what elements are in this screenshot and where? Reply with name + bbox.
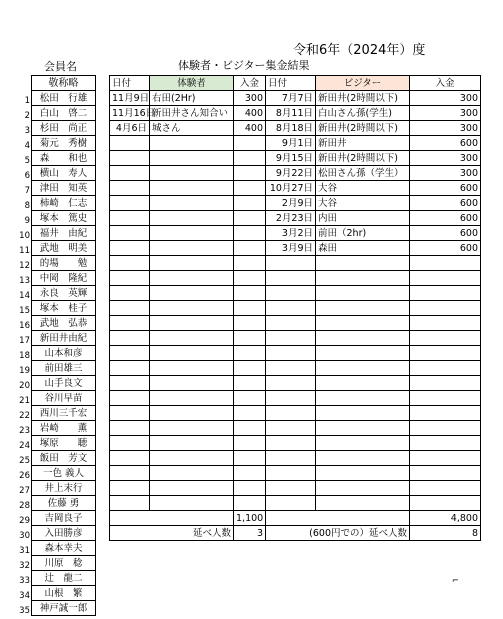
- cell-vn: [150, 481, 234, 496]
- cell-bd: [266, 331, 316, 346]
- cell-bd: 3月2日: [266, 226, 316, 241]
- cell-bn: 白山さん孫(学生): [316, 106, 410, 121]
- cell-vn: [150, 151, 234, 166]
- cell-vd: [110, 241, 150, 256]
- table-row: [110, 256, 481, 271]
- cell-vd: [110, 166, 150, 181]
- cell-vn: [150, 211, 234, 226]
- visitor-count-label: (600円での）延べ人数: [266, 526, 410, 541]
- cell-vn: [150, 256, 234, 271]
- visitor-count: 8: [410, 526, 481, 541]
- row-number: 1: [24, 96, 30, 106]
- cell-vd: [110, 406, 150, 421]
- visitor-date-header: 日付: [266, 76, 316, 91]
- cell-ba: 600: [410, 241, 481, 256]
- cell-ba: [410, 496, 481, 511]
- member-name: 福井 由紀: [32, 226, 96, 241]
- row-number: 27: [19, 486, 30, 496]
- cell-ba: 300: [410, 166, 481, 181]
- cell-vn: [150, 421, 234, 436]
- table-row: [110, 91, 481, 106]
- table-row: [110, 376, 481, 391]
- cell-ba: [410, 346, 481, 361]
- cell-bd: [266, 376, 316, 391]
- cell-vn: [150, 361, 234, 376]
- cell-vd: [110, 181, 150, 196]
- cell-vd: [110, 136, 150, 151]
- cell-bn: 新田井(2時間以下): [316, 121, 410, 136]
- honorific-header: 敬称略: [32, 76, 96, 91]
- row-number: 26: [19, 471, 30, 481]
- cell-bd: [266, 346, 316, 361]
- cell-bn: [316, 496, 410, 511]
- cell-bn: [316, 481, 410, 496]
- cell-ba: 300: [410, 151, 481, 166]
- table-row: [110, 271, 481, 286]
- member-name: 菊元 秀樹: [32, 136, 96, 151]
- cell-ba: 600: [410, 226, 481, 241]
- cell-ba: [410, 361, 481, 376]
- member-name: 飯田 芳文: [32, 451, 96, 466]
- date-header: 日付: [110, 76, 150, 91]
- member-name: 武地 弘恭: [32, 316, 96, 331]
- cell-vn: [150, 451, 234, 466]
- cell-ba: 300: [410, 121, 481, 136]
- table-row: [110, 421, 481, 436]
- visit-count-label: 延べ人数: [110, 526, 234, 541]
- member-name: 谷川早苗: [32, 391, 96, 406]
- row-number: 22: [19, 411, 30, 421]
- row-number: 4: [24, 141, 30, 151]
- cell-bd: 8月18日: [266, 121, 316, 136]
- cell-vd: 11月16日: [110, 106, 150, 121]
- cell-vn: [150, 226, 234, 241]
- table-row: [110, 106, 481, 121]
- table-row: [110, 301, 481, 316]
- cell-vn: [150, 136, 234, 151]
- cell-ba: 600: [410, 211, 481, 226]
- cell-ba: [410, 451, 481, 466]
- row-number: 23: [19, 426, 30, 436]
- member-name: 中岡 隆紀: [32, 271, 96, 286]
- table-row: [110, 211, 481, 226]
- cell-bd: 2月23日: [266, 211, 316, 226]
- member-name: 一色 義人: [32, 466, 96, 481]
- row-number: 14: [19, 291, 30, 301]
- cell-bd: [266, 391, 316, 406]
- member-name: 横山 寿人: [32, 166, 96, 181]
- table-row: [110, 286, 481, 301]
- cell-vn: [150, 316, 234, 331]
- visit-total: 1,100: [234, 511, 266, 526]
- cell-va: [234, 166, 266, 181]
- cell-vn: 右田(2Hr): [150, 91, 234, 106]
- visitor-total: 4,800: [410, 511, 481, 526]
- cell-bn: 松田さん孫（学生）: [316, 166, 410, 181]
- cell-va: 400: [234, 121, 266, 136]
- cell-vn: [150, 286, 234, 301]
- table-row: [110, 226, 481, 241]
- cell-vn: 新田井さん知合い: [150, 106, 234, 121]
- cell-vn: [150, 181, 234, 196]
- cell-vd: [110, 496, 150, 511]
- row-number: 7: [24, 186, 30, 196]
- cell-vd: 4月6日: [110, 121, 150, 136]
- cell-bn: [316, 286, 410, 301]
- row-number: 33: [19, 576, 30, 586]
- row-number: 21: [19, 396, 30, 406]
- cell-bn: 大谷: [316, 196, 410, 211]
- table-row: [110, 121, 481, 136]
- cell-bn: [316, 421, 410, 436]
- cell-vd: [110, 466, 150, 481]
- row-number: 28: [19, 501, 30, 511]
- member-label: 会員名: [44, 60, 77, 73]
- member-name: 森本幸夫: [32, 541, 96, 556]
- cell-va: [234, 271, 266, 286]
- member-name: 塚本 篤史: [32, 211, 96, 226]
- cell-vn: [150, 166, 234, 181]
- cell-va: [234, 241, 266, 256]
- table-row: [110, 331, 481, 346]
- member-name: 塚本 桂子: [32, 301, 96, 316]
- cell-va: [234, 481, 266, 496]
- row-number: 29: [19, 516, 30, 526]
- cell-va: [234, 301, 266, 316]
- table-row: [110, 346, 481, 361]
- report-title: 体験者・ビジター集金結果: [178, 59, 310, 72]
- member-name: 川原 稔: [32, 556, 96, 571]
- cell-va: [234, 181, 266, 196]
- cell-vn: [150, 391, 234, 406]
- cell-vd: [110, 376, 150, 391]
- member-name: 山根 繁: [32, 586, 96, 601]
- cell-va: [234, 256, 266, 271]
- cell-vd: [110, 436, 150, 451]
- cell-vd: [110, 286, 150, 301]
- cell-vn: [150, 331, 234, 346]
- cell-vn: [150, 466, 234, 481]
- cell-vn: [150, 301, 234, 316]
- cell-vd: 11月9日: [110, 91, 150, 106]
- cell-va: [234, 136, 266, 151]
- row-number: 25: [19, 456, 30, 466]
- member-name: 岩崎 薫: [32, 421, 96, 436]
- cell-bn: 内田: [316, 211, 410, 226]
- member-name: 神戸誠一郎: [32, 601, 96, 616]
- cell-va: [234, 316, 266, 331]
- table-row: [110, 466, 481, 481]
- table-row: [110, 181, 481, 196]
- cell-bd: [266, 406, 316, 421]
- table-row: [110, 136, 481, 151]
- table-row: [110, 361, 481, 376]
- cell-ba: 600: [410, 196, 481, 211]
- cell-vd: [110, 316, 150, 331]
- visitor-header: ビジター: [316, 76, 410, 91]
- member-table: [31, 75, 96, 616]
- cell-vd: [110, 421, 150, 436]
- cell-bd: [266, 466, 316, 481]
- cell-va: [234, 451, 266, 466]
- cell-va: [234, 226, 266, 241]
- cell-ba: [410, 331, 481, 346]
- cell-vn: [150, 406, 234, 421]
- member-name: 白山 啓二: [32, 106, 96, 121]
- cell-bn: [316, 451, 410, 466]
- cell-va: [234, 211, 266, 226]
- cell-bd: [266, 286, 316, 301]
- row-number: 10: [19, 231, 30, 241]
- cell-vn: [150, 196, 234, 211]
- cell-vn: [150, 241, 234, 256]
- cell-vd: [110, 271, 150, 286]
- cell-bn: [316, 376, 410, 391]
- cell-ba: [410, 466, 481, 481]
- cell-bn: 新田井(2時間以下): [316, 151, 410, 166]
- cell-ba: 300: [410, 106, 481, 121]
- row-number: 6: [24, 171, 30, 181]
- cell-bd: 9月22日: [266, 166, 316, 181]
- cell-vd: [110, 391, 150, 406]
- cell-bn: [316, 331, 410, 346]
- cell-va: [234, 421, 266, 436]
- cell-bn: 大谷: [316, 181, 410, 196]
- table-row: [110, 406, 481, 421]
- cell-bn: [316, 466, 410, 481]
- cell-bn: [316, 436, 410, 451]
- member-name: 森 和也: [32, 151, 96, 166]
- table-row: [110, 316, 481, 331]
- cell-va: [234, 361, 266, 376]
- cell-bd: 10月27日: [266, 181, 316, 196]
- row-number: 30: [19, 531, 30, 541]
- cell-ba: [410, 406, 481, 421]
- member-name: 井上末行: [32, 481, 96, 496]
- amount-header: 入金: [234, 76, 266, 91]
- cell-bn: 新田井(2時間以下): [316, 91, 410, 106]
- table-row: [110, 436, 481, 451]
- cell-va: [234, 151, 266, 166]
- cell-ba: 300: [410, 91, 481, 106]
- cell-bd: [266, 496, 316, 511]
- cell-va: 300: [234, 91, 266, 106]
- cell-va: [234, 346, 266, 361]
- table-row: [110, 166, 481, 181]
- cell-vn: [150, 496, 234, 511]
- cell-va: [234, 406, 266, 421]
- cell-vn: [150, 271, 234, 286]
- row-number: 15: [19, 306, 30, 316]
- row-number: 8: [24, 201, 30, 211]
- cell-vd: [110, 226, 150, 241]
- cell-bn: [316, 256, 410, 271]
- row-number: 35: [19, 606, 30, 616]
- cell-bn: 前田（2hr): [316, 226, 410, 241]
- stray-mark: ⌐: [452, 576, 459, 585]
- cell-bn: [316, 346, 410, 361]
- row-number: 31: [19, 546, 30, 556]
- cell-ba: [410, 316, 481, 331]
- cell-va: [234, 331, 266, 346]
- cell-bd: [266, 301, 316, 316]
- table-row: [110, 481, 481, 496]
- row-numbers: [16, 94, 30, 619]
- cell-ba: 600: [410, 136, 481, 151]
- member-name: 武地 明美: [32, 241, 96, 256]
- row-number: 20: [19, 381, 30, 391]
- cell-va: [234, 436, 266, 451]
- cell-vn: [150, 376, 234, 391]
- row-number: 16: [19, 321, 30, 331]
- member-name: 西川三千宏: [32, 406, 96, 421]
- row-number: 24: [19, 441, 30, 451]
- member-name: 前田雄三: [32, 361, 96, 376]
- row-number: 11: [19, 246, 30, 256]
- row-number: 13: [19, 276, 30, 286]
- row-number: 19: [19, 366, 30, 376]
- member-name: 塚原 聴: [32, 436, 96, 451]
- cell-bd: [266, 421, 316, 436]
- cell-ba: [410, 286, 481, 301]
- cell-ba: [410, 301, 481, 316]
- cell-vn: 城さん: [150, 121, 234, 136]
- cell-ba: [410, 391, 481, 406]
- member-name: 津田 知英: [32, 181, 96, 196]
- cell-vn: [150, 436, 234, 451]
- cell-bd: 7月7日: [266, 91, 316, 106]
- cell-bd: [266, 481, 316, 496]
- cell-va: [234, 391, 266, 406]
- row-number: 3: [24, 126, 30, 136]
- visit-summary-spacer: [110, 511, 234, 526]
- cell-vd: [110, 211, 150, 226]
- cell-bd: 2月9日: [266, 196, 316, 211]
- member-name: 柿崎 仁志: [32, 196, 96, 211]
- member-name: 杉田 尚正: [32, 121, 96, 136]
- cell-vd: [110, 301, 150, 316]
- cell-bd: [266, 271, 316, 286]
- cell-va: 400: [234, 106, 266, 121]
- cell-ba: [410, 376, 481, 391]
- member-name: 吉岡良子: [32, 511, 96, 526]
- row-number: 17: [19, 336, 30, 346]
- cell-bd: [266, 361, 316, 376]
- cell-ba: [410, 481, 481, 496]
- cell-bn: [316, 391, 410, 406]
- member-name: 入田勝彦: [32, 526, 96, 541]
- row-number: 5: [24, 156, 30, 166]
- cell-bn: 新田井: [316, 136, 410, 151]
- cell-bd: 9月15日: [266, 151, 316, 166]
- table-row: [110, 196, 481, 211]
- cell-ba: 600: [410, 181, 481, 196]
- cell-vd: [110, 256, 150, 271]
- fiscal-year-title: 令和6年（2024年）度: [293, 43, 426, 58]
- member-name: 永良 英輝: [32, 286, 96, 301]
- row-number: 32: [19, 561, 30, 571]
- visit-count: 3: [234, 526, 266, 541]
- table-row: [110, 391, 481, 406]
- cell-vd: [110, 361, 150, 376]
- row-number: 9: [24, 216, 30, 226]
- cell-bd: 8月11日: [266, 106, 316, 121]
- cell-bn: 森田: [316, 241, 410, 256]
- cell-vd: [110, 196, 150, 211]
- visitor-amount-header: 入金: [410, 76, 481, 91]
- table-row: [110, 451, 481, 466]
- cell-bd: 9月1日: [266, 136, 316, 151]
- cell-vn: [150, 346, 234, 361]
- row-number: 2: [24, 111, 30, 121]
- cell-bd: [266, 316, 316, 331]
- member-name: 松田 行雄: [32, 91, 96, 106]
- cell-vd: [110, 451, 150, 466]
- cell-ba: [410, 256, 481, 271]
- cell-va: [234, 496, 266, 511]
- visit-header: 体験者: [150, 76, 234, 91]
- cell-bd: [266, 436, 316, 451]
- member-name: 山手良文: [32, 376, 96, 391]
- cell-va: [234, 286, 266, 301]
- table-row: [110, 496, 481, 511]
- cell-vd: [110, 346, 150, 361]
- member-name: 辻 龍二: [32, 571, 96, 586]
- table-row: [110, 151, 481, 166]
- cell-bd: [266, 451, 316, 466]
- cell-vd: [110, 151, 150, 166]
- cell-va: [234, 196, 266, 211]
- cell-bn: [316, 301, 410, 316]
- member-name: 山本和彦: [32, 346, 96, 361]
- member-name: 新田井由紀: [32, 331, 96, 346]
- row-number: 34: [19, 591, 30, 601]
- collection-table: [109, 75, 481, 541]
- cell-va: [234, 376, 266, 391]
- cell-ba: [410, 421, 481, 436]
- row-number: 18: [19, 351, 30, 361]
- cell-bd: [266, 256, 316, 271]
- cell-bn: [316, 406, 410, 421]
- cell-bn: [316, 316, 410, 331]
- member-name: 佐藤 勇: [32, 496, 96, 511]
- cell-vd: [110, 481, 150, 496]
- cell-bd: 3月9日: [266, 241, 316, 256]
- cell-va: [234, 466, 266, 481]
- cell-vd: [110, 331, 150, 346]
- cell-bn: [316, 361, 410, 376]
- row-number: 12: [19, 261, 30, 271]
- cell-ba: [410, 436, 481, 451]
- cell-ba: [410, 271, 481, 286]
- table-row: [110, 241, 481, 256]
- cell-bn: [316, 271, 410, 286]
- visitor-summary-spacer: [266, 511, 410, 526]
- member-name: 的場 勉: [32, 256, 96, 271]
